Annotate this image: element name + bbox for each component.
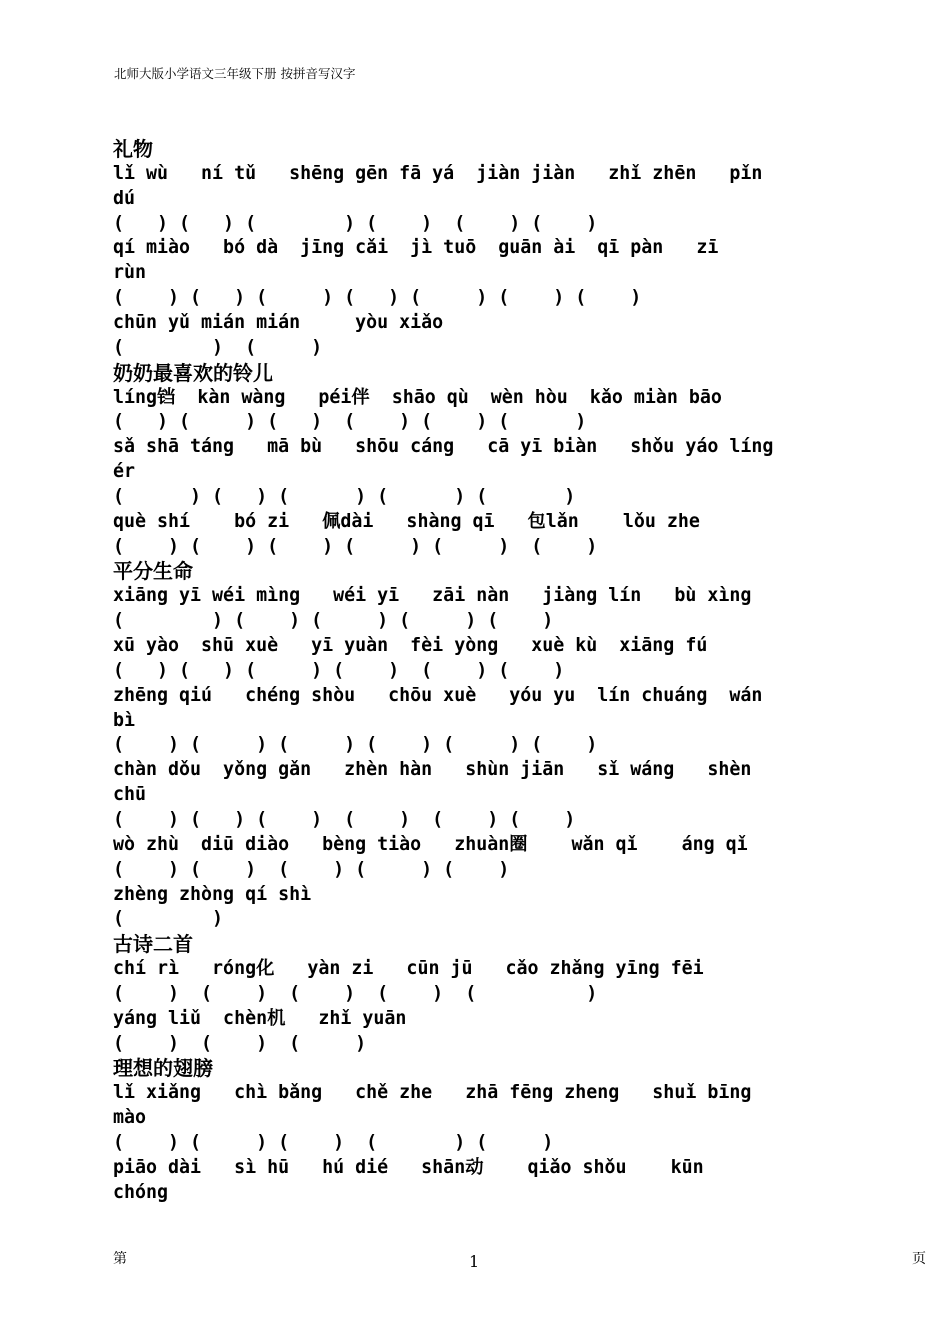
pinyin-line: dú bbox=[113, 188, 136, 209]
answer-blanks-line: ( ) ( ) ( ) ( ) ( ) bbox=[113, 983, 598, 1004]
answer-blanks-line: ( ) bbox=[113, 908, 224, 929]
pinyin-line: què shí bó zi 佩dài shàng qī 包lǎn lǒu zhe bbox=[113, 511, 700, 532]
answer-blanks-line: ( ) ( ) ( ) ( ) ( ) ( ) bbox=[113, 660, 565, 681]
section-title: 平分生命 bbox=[113, 559, 193, 583]
answer-blanks-line: ( ) ( ) ( ) ( ) ( ) bbox=[113, 859, 510, 880]
answer-blanks-line: ( ) ( ) ( ) ( ) ( ) ( ) bbox=[113, 213, 598, 234]
page-number: 1 bbox=[469, 1252, 480, 1271]
pinyin-line: piāo dài sì hū hú dié shān动 qiǎo shǒu kūn bbox=[113, 1157, 704, 1178]
pinyin-line: rùn bbox=[113, 262, 147, 283]
pinyin-line: qí miào bó dà jīng cǎi jì tuō guān ài qī pàn zī bbox=[113, 237, 719, 258]
footer-left: 第 bbox=[113, 1251, 127, 1267]
answer-blanks-line: ( ) ( ) ( ) ( ) ( ) bbox=[113, 1132, 554, 1153]
pinyin-line: sǎ shā táng mā bù shōu cáng cā yī biàn shǒu yáo líng bbox=[113, 436, 774, 457]
answer-blanks-line: ( ) ( ) ( ) ( ) ( ) bbox=[113, 486, 576, 507]
pinyin-line: lǐ wù ní tǔ shēng gēn fā yá jiàn jiàn zhǐ zhēn pǐn bbox=[113, 163, 763, 184]
pinyin-line: zhèng zhòng qí shì bbox=[113, 884, 312, 905]
pinyin-line: wò zhù diū diào bèng tiào zhuàn圈 wǎn qǐ áng qǐ bbox=[113, 834, 748, 855]
section-title: 古诗二首 bbox=[113, 932, 193, 956]
pinyin-line: xū yào shū xuè yī yuàn fèi yòng xuè kù xiāng fú bbox=[113, 635, 708, 656]
section-title: 奶奶最喜欢的铃儿 bbox=[113, 361, 273, 385]
footer-right: 页 bbox=[912, 1251, 926, 1267]
pinyin-line: zhēng qiú chéng shòu chōu xuè yóu yu lín chuáng wán bbox=[113, 685, 763, 706]
pinyin-line: líng铛 kàn wàng péi伴 shāo qù wèn hòu kǎo miàn bāo bbox=[113, 387, 722, 408]
pinyin-line: ér bbox=[113, 461, 136, 482]
pinyin-line: xiāng yī wéi mìng wéi yī zāi nàn jiàng lín bù xìng bbox=[113, 585, 752, 606]
pinyin-line: chàn dǒu yǒng gǎn zhèn hàn shùn jiān sǐ wáng shèn bbox=[113, 759, 752, 780]
pinyin-line: yáng liǔ chèn机 zhǐ yuān bbox=[113, 1008, 407, 1029]
answer-blanks-line: ( ) ( ) ( ) ( ) ( ) ( ) ( ) bbox=[113, 287, 642, 308]
pinyin-line: chū bbox=[113, 784, 147, 805]
pinyin-line: chí rì róng化 yàn zi cūn jū cǎo zhǎng yīng fēi bbox=[113, 958, 704, 979]
pinyin-line: bì bbox=[113, 710, 136, 731]
answer-blanks-line: ( ) ( ) ( ) ( ) ( ) ( ) bbox=[113, 411, 587, 432]
answer-blanks-line: ( ) ( ) ( ) ( ) ( ) ( ) bbox=[113, 734, 598, 755]
answer-blanks-line: ( ) ( ) ( ) ( ) ( ) ( ) bbox=[113, 809, 576, 830]
answer-blanks-line: ( ) ( ) bbox=[113, 337, 323, 358]
pinyin-line: chūn yǔ mián mián yòu xiǎo bbox=[113, 312, 444, 333]
pinyin-line: mào bbox=[113, 1107, 147, 1128]
pinyin-line: chóng bbox=[113, 1182, 169, 1203]
pinyin-line: lǐ xiǎng chì bǎng chě zhe zhā fēng zheng shuǐ bīng bbox=[113, 1082, 752, 1103]
section-title: 理想的翅膀 bbox=[113, 1056, 213, 1080]
answer-blanks-line: ( ) ( ) ( ) ( ) ( ) ( ) bbox=[113, 536, 598, 557]
page-header: 北师大版小学语文三年级下册 按拼音写汉字 bbox=[114, 66, 356, 81]
section-title: 礼物 bbox=[113, 137, 153, 161]
answer-blanks-line: ( ) ( ) ( ) ( ) ( ) bbox=[113, 610, 554, 631]
answer-blanks-line: ( ) ( ) ( ) bbox=[113, 1033, 367, 1054]
